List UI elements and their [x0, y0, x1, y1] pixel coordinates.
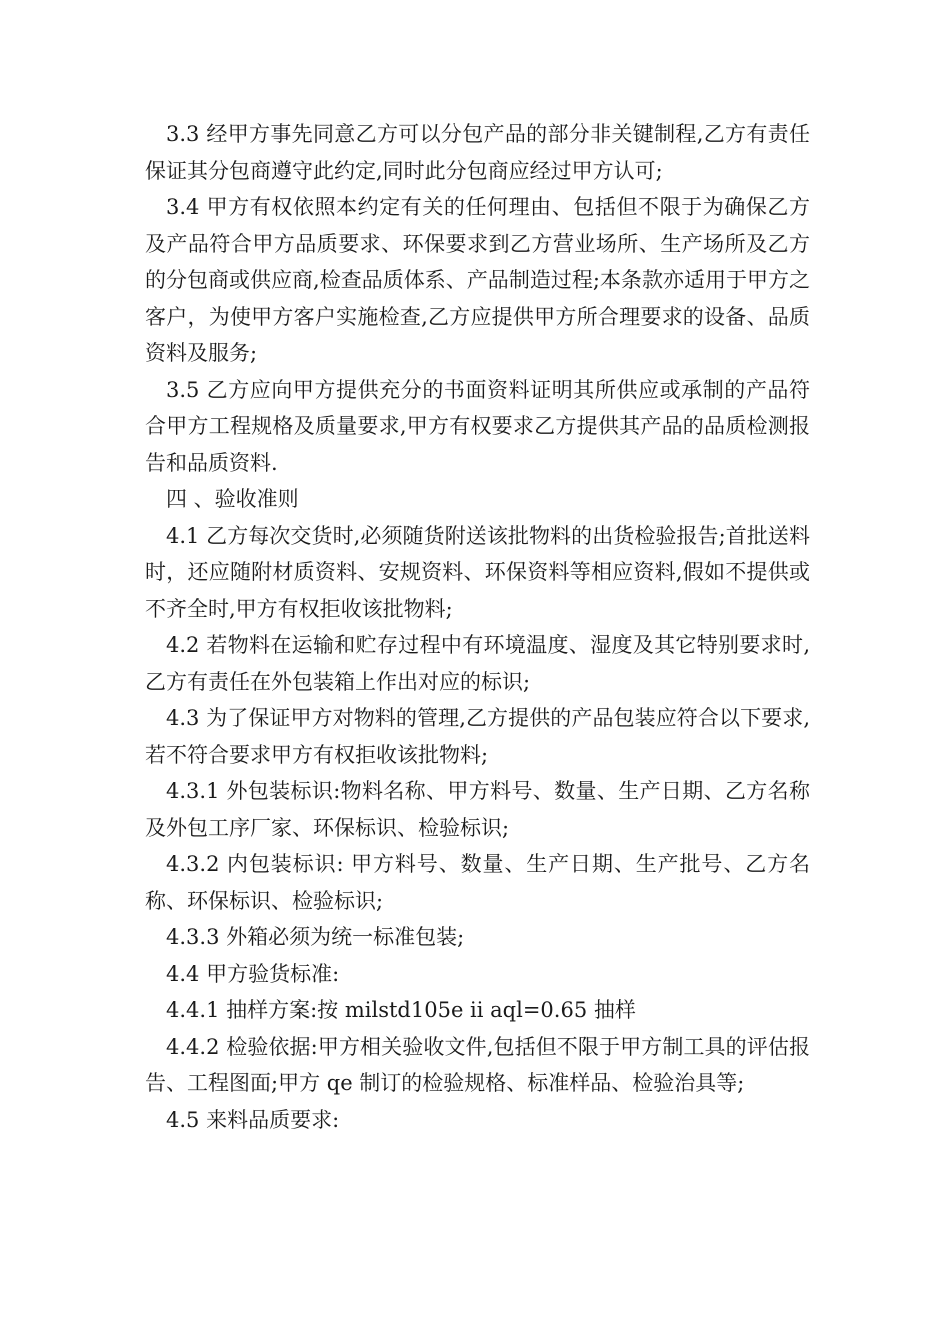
clause-4-3-3: 4.3.3 外箱必须为统一标准包装; [166, 925, 465, 949]
clause-3-5: 3.5 乙方应向甲方提供充分的书面资料证明其所供应或承制的产品符合甲方工程规格及质量要求,甲方有权要求乙方提供其产品的品质检测报告和品质资料. [145, 377, 810, 475]
section-4-heading: 四 、验收准则 [166, 487, 299, 511]
clause-4-3-1: 4.3.1 外包装标识:物料名称、甲方料号、数量、生产日期、乙方名称及外包工序厂家、环保标识、检验标识; [145, 779, 810, 840]
clause-4-4: 4.4 甲方验货标准: [166, 961, 340, 986]
clause-4-4-1: 4.4.1 抽样方案:按 milstd105e ⅱ aql=0.65 抽样 [166, 998, 636, 1022]
clause-4-3: 4.3 为了保证甲方对物料的管理,乙方提供的产品包装应符合以下要求,若不符合要求甲方有权拒收该批物料; [145, 706, 810, 767]
clause-4-1: 4.1 乙方每次交货时,必须随货附送该批物料的出货检验报告;首批送料时，还应随附材质资料、安规资料、环保资料等相应资料,假如不提供或不齐全时,甲方有权拒收该批物料; [145, 523, 810, 621]
clause-3-3: 3.3 经甲方事先同意乙方可以分包产品的部分非关键制程,乙方有责任保证其分包商遵守此约定,同时此分包商应经过甲方认可; [145, 122, 810, 183]
clause-3-4: 3.4 甲方有权依照本约定有关的任何理由、包括但不限于为确保乙方及产品符合甲方品质要求、环保要求到乙方营业场所、生产场所及乙方的分包商或供应商,检查品质体系、产品制造过程;本条款亦适用于甲方之客户，为使甲方客户实施检查,乙方应提供甲方所合理要求的设备、品质资料及服务; [145, 195, 810, 365]
clause-4-5: 4.5 来料品质要求: [166, 1107, 340, 1132]
clause-4-3-2: 4.3.2 内包装标识: 甲方料号、数量、生产日期、生产批号、乙方名称、环保标识、检验标识; [145, 852, 810, 913]
clause-4-2: 4.2 若物料在运输和贮存过程中有环境温度、湿度及其它特别要求时,乙方有责任在外包装箱上作出对应的标识; [145, 633, 810, 694]
document-body [145, 116, 810, 1138]
clause-4-4-2: 4.4.2 检验依据:甲方相关验收文件,包括但不限于甲方制工具的评估报告、工程图面;甲方 qe 制订的检验规格、标准样品、检验治具等; [145, 1034, 810, 1095]
